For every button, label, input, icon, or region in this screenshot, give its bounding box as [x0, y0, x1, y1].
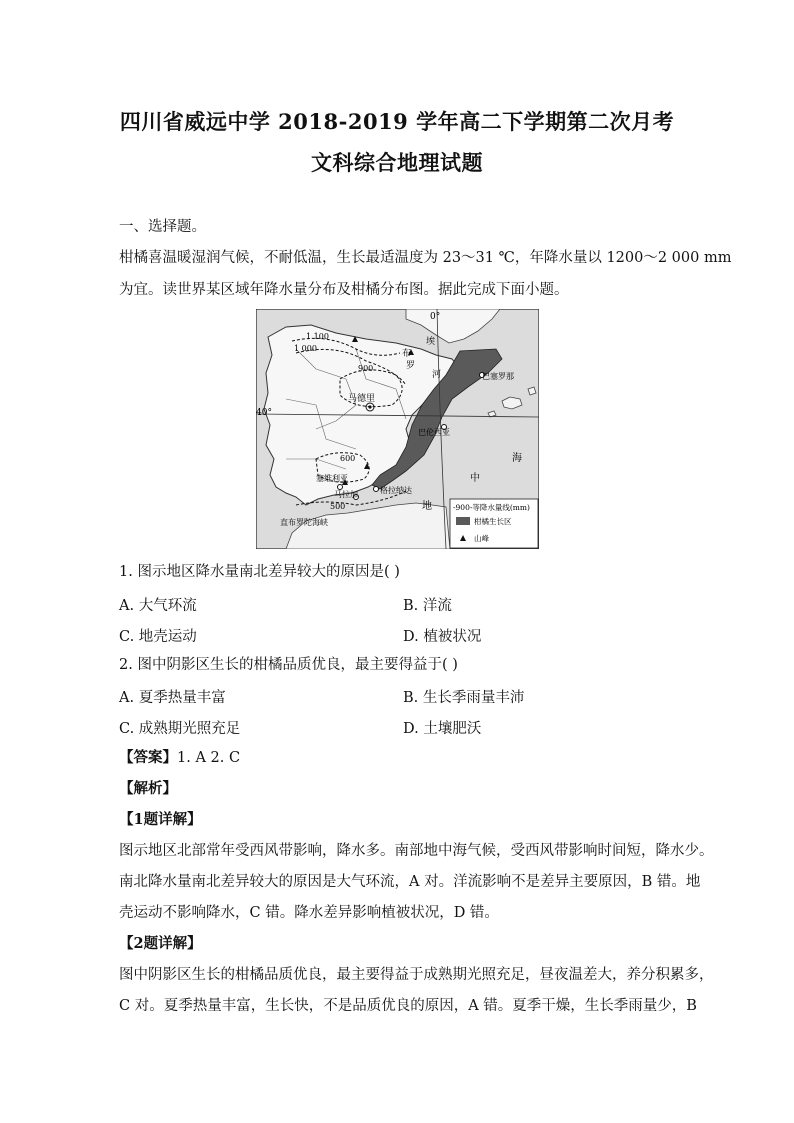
- legend-peak: 山峰: [474, 534, 489, 543]
- section-heading: 一、选择题。: [119, 219, 206, 235]
- q2-option-a: A. 夏季热量丰富: [119, 690, 226, 706]
- detail-1-line-3: 壳运动不影响降水，C 错。降水差异影响植被状况，D 错。: [119, 905, 499, 921]
- label-granada: 格拉纳达: [380, 486, 412, 495]
- label-isohyet-500: 500: [330, 502, 346, 511]
- label-ebro-2: 布: [402, 349, 412, 359]
- label-sea-2: 中: [470, 473, 480, 484]
- detail-1-line-1: 图示地区北部常年受西风带影响，降水多。南部地中海气候，受西风带影响时间短，降水少。: [119, 843, 714, 859]
- intro-line-2: 为宜。读世界某区域年降水量分布及柑橘分布图。据此完成下面小题。: [119, 282, 569, 298]
- detail-2-heading: 【2题详解】: [119, 935, 202, 952]
- label-isohyet-1000: 1 000: [294, 344, 317, 353]
- map-legend: [450, 499, 538, 548]
- detail-2-line-1: 图中阴影区生长的柑橘品质优良，最主要得益于成熟期光照充足，昼夜温差大，养分积累多，: [119, 967, 714, 983]
- q2-option-b: B. 生长季雨量丰沛: [403, 690, 525, 706]
- answer-line: [119, 748, 240, 768]
- q1-option-d: D. 植被状况: [403, 629, 482, 645]
- label-lon0: 0°: [430, 312, 441, 322]
- intro-line-1: 柑橘喜温暖湿润气候，不耐低温，生长最适温度为 23～31 ℃，年降水量以 1200～2 000 mm: [119, 250, 732, 266]
- label-isohyet-900: 900: [358, 364, 374, 373]
- question-1-stem: 1. 图示地区降水量南北差异较大的原因是( ): [119, 564, 400, 580]
- paper-title-line2: 文科综合地理试题: [311, 150, 483, 175]
- q1-option-a: A. 大气环流: [119, 598, 197, 614]
- label-ebro-1: 埃: [426, 337, 436, 347]
- label-gibraltar: 直布罗陀海峡: [280, 518, 328, 527]
- label-lat40: 40°: [256, 408, 272, 418]
- analysis-heading: 【解析】: [119, 780, 177, 797]
- detail-1-heading: 【1题详解】: [119, 811, 202, 828]
- question-2-stem: 2. 图中阴影区生长的柑橘品质优良，最主要得益于( ): [119, 657, 458, 673]
- label-malaga: 马拉加: [334, 490, 358, 499]
- detail-1-line-2: 南北降水量南北差异较大的原因是大气环流，A 对。洋流影响不是差异主要原因，B 错。地: [119, 874, 701, 890]
- q2-option-c: C. 成熟期光照充足: [119, 721, 241, 737]
- label-ebro-3: 罗: [406, 361, 416, 371]
- q1-option-b: B. 洋流: [403, 598, 452, 614]
- q2-option-d: D. 土壤肥沃: [403, 721, 482, 737]
- legend-citrus: 柑橘生长区: [474, 517, 512, 526]
- label-sea-3: 地: [422, 501, 432, 512]
- paper-title-line1: 四川省威远中学 2018-2019 学年高二下学期第二次月考: [119, 109, 675, 134]
- label-ebro-4: 河: [432, 370, 442, 380]
- precipitation-citrus-map: [256, 309, 539, 549]
- answer-label: 【答案】: [119, 749, 177, 766]
- label-barcelona: 巴塞罗那: [482, 372, 514, 381]
- label-madrid: 马德里: [348, 394, 376, 404]
- detail-2-line-2: C 对。夏季热量丰富，生长快，不是品质优良的原因，A 错。夏季干燥，生长季雨量少，B: [119, 998, 697, 1014]
- label-valencia: 巴伦西亚: [418, 428, 450, 437]
- q1-option-c: C. 地壳运动: [119, 629, 197, 645]
- label-seville: 塞维利亚: [316, 474, 348, 483]
- label-sea-1: 海: [512, 453, 522, 464]
- label-isohyet-600: 600: [340, 454, 356, 463]
- label-isohyet-1100: 1 100: [306, 332, 329, 341]
- legend-isohyet: -900-等降水量线(mm): [453, 503, 530, 512]
- answer-text: 1. A 2. C: [177, 750, 241, 766]
